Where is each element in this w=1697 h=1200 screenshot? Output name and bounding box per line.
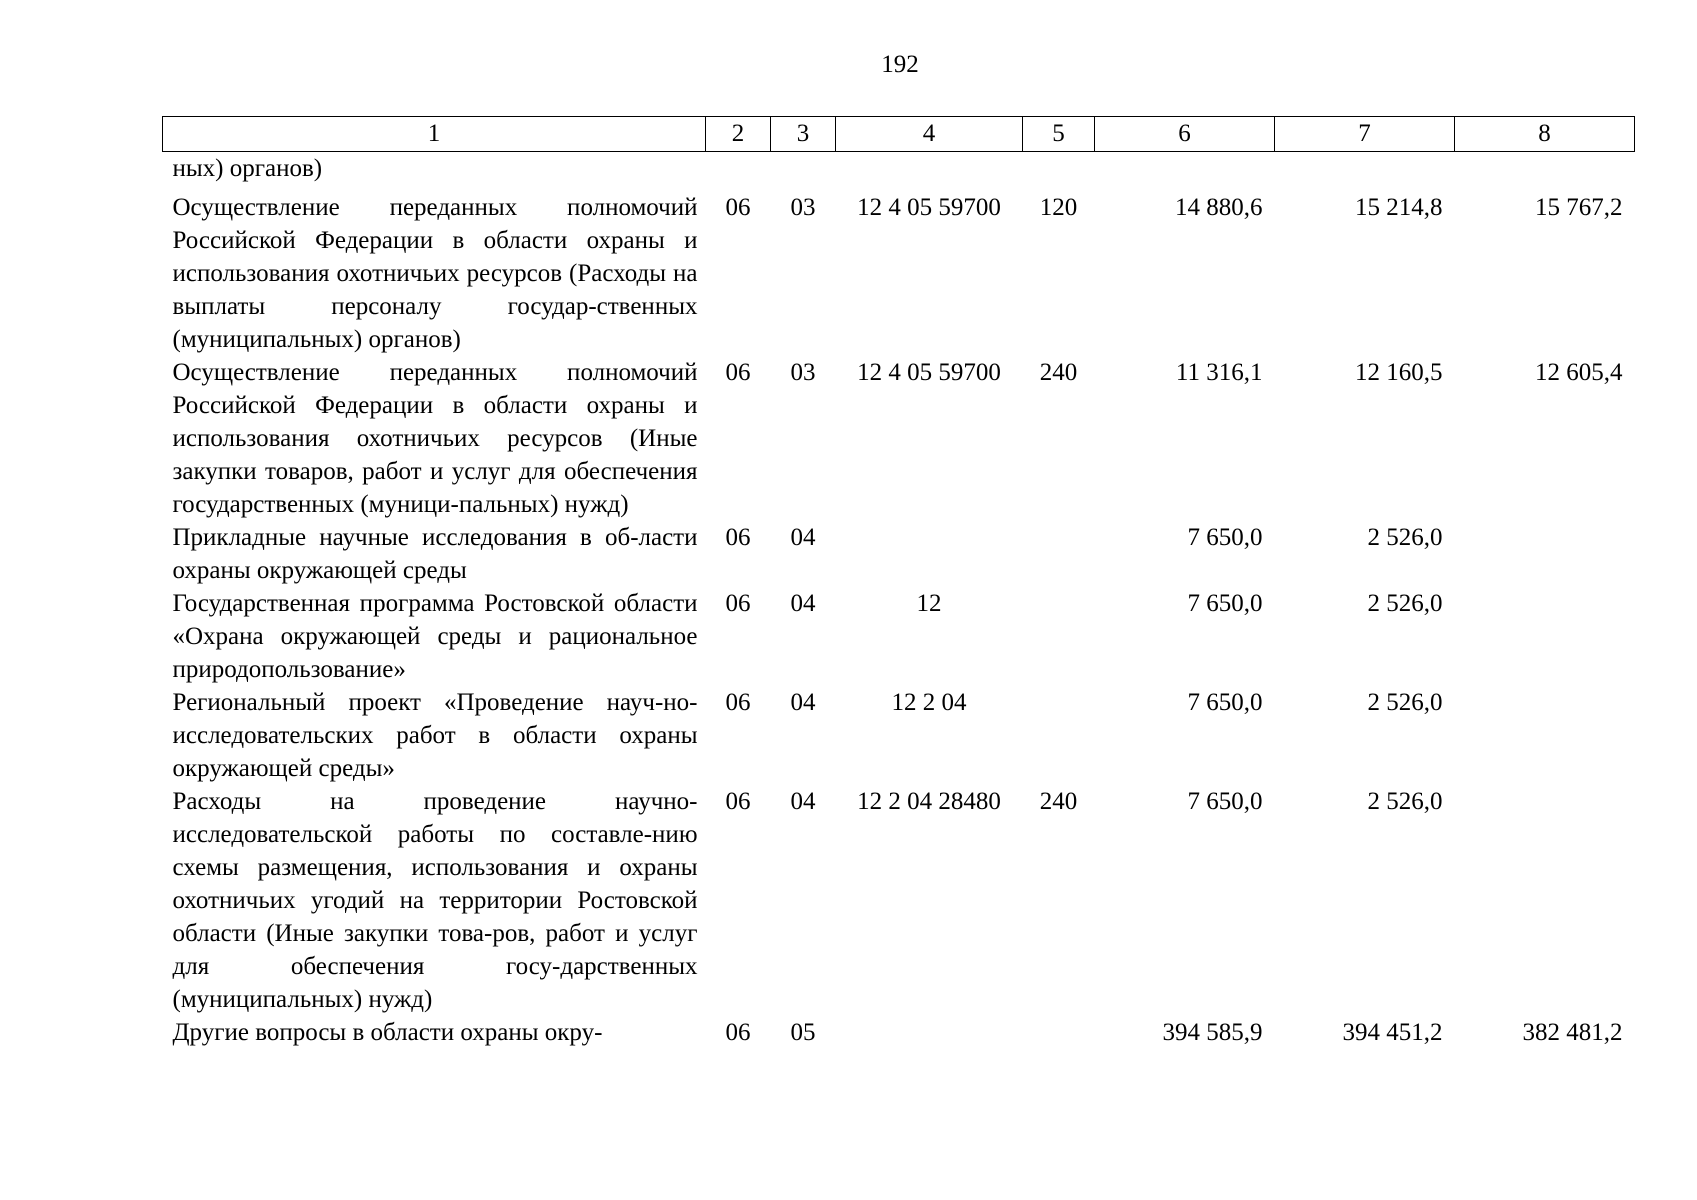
row-vr <box>1023 1016 1095 1049</box>
row-pr: 04 <box>790 524 816 551</box>
row-sum-3 <box>1455 785 1635 1016</box>
row-sum-3 <box>1455 686 1635 785</box>
budget-table <box>162 116 1635 1049</box>
header-col-3: 3 <box>771 117 836 152</box>
row-sum-2: 15 214,8 <box>1355 194 1443 221</box>
row-sum-2: 394 451,2 <box>1342 1019 1443 1046</box>
table-row <box>163 521 1635 587</box>
row-sum-1: 14 880,6 <box>1175 194 1263 221</box>
row-sum-1: 7 650,0 <box>1187 524 1263 551</box>
row-sum-2: 2 526,0 <box>1367 590 1443 617</box>
row-vr: 120 <box>1039 194 1078 221</box>
row-sum-2: 2 526,0 <box>1367 689 1443 716</box>
row-csr: 12 <box>916 590 942 617</box>
row-sum-2: 12 160,5 <box>1355 359 1443 386</box>
row-rz: 06 <box>725 359 751 386</box>
row-name: Прикладные научные исследования в об-ласти охраны окружающей среды <box>172 524 698 584</box>
row-sum-1: 7 650,0 <box>1187 590 1263 617</box>
row-pr: 04 <box>790 689 816 716</box>
row-sum-1: 394 585,9 <box>1162 1019 1263 1046</box>
table-row <box>163 1016 1635 1049</box>
table-row <box>163 191 1635 356</box>
header-col-2: 2 <box>706 117 771 152</box>
row-vr <box>1023 686 1095 785</box>
row-rz: 06 <box>725 590 751 617</box>
row-name: Государственная программа Ростовской области «Охрана окружающей среды и рациональное природопользование» <box>172 590 698 683</box>
row-csr: 12 2 04 28480 <box>857 788 1001 815</box>
row-sum-3 <box>1455 587 1635 686</box>
row-name: Осуществление переданных полномочий Российской Федерации в области охраны и использования охотничьих ресурсов (Иные закупки товаров, работ и услуг для обеспечения государственных (муници-пальных) нужд) <box>172 359 698 518</box>
table-row <box>163 356 1635 521</box>
table-row <box>163 587 1635 686</box>
row-rz: 06 <box>725 689 751 716</box>
page-number: 192 <box>881 51 919 78</box>
row-sum-3: 15 767,2 <box>1535 194 1623 221</box>
row-pr: 03 <box>790 194 816 221</box>
continuation-text: ных) органов) <box>172 155 323 182</box>
row-vr: 240 <box>1039 788 1078 815</box>
row-pr: 05 <box>790 1019 816 1046</box>
header-col-5: 5 <box>1023 117 1095 152</box>
continuation-row <box>163 152 1635 186</box>
row-rz: 06 <box>725 788 751 815</box>
header-col-7: 7 <box>1275 117 1455 152</box>
row-rz: 06 <box>725 194 751 221</box>
row-vr <box>1023 587 1095 686</box>
row-sum-2: 2 526,0 <box>1367 524 1443 551</box>
row-sum-1: 11 316,1 <box>1175 359 1263 386</box>
header-col-6: 6 <box>1095 117 1275 152</box>
row-sum-3 <box>1455 521 1635 587</box>
row-sum-3: 12 605,4 <box>1535 359 1623 386</box>
row-vr <box>1023 521 1095 587</box>
row-pr: 03 <box>790 359 816 386</box>
row-pr: 04 <box>790 590 816 617</box>
header-row <box>163 117 1635 152</box>
row-rz: 06 <box>725 524 751 551</box>
row-csr: 12 4 05 59700 <box>857 359 1001 386</box>
row-sum-3: 382 481,2 <box>1522 1019 1623 1046</box>
row-vr: 240 <box>1039 359 1078 386</box>
row-name: Региональный проект «Проведение науч-но-исследовательских работ в области охраны окружающей среды» <box>172 689 698 782</box>
row-name: Осуществление переданных полномочий Российской Федерации в области охраны и использования охотничьих ресурсов (Расходы на выплаты персоналу государ-ственных (муниципальных) органов) <box>172 194 698 353</box>
row-csr <box>836 1016 1023 1049</box>
header-col-1: 1 <box>163 117 706 152</box>
row-csr: 12 4 05 59700 <box>857 194 1001 221</box>
row-sum-1: 7 650,0 <box>1187 689 1263 716</box>
header-col-8: 8 <box>1455 117 1635 152</box>
row-name: Другие вопросы в области охраны окру- <box>172 1019 603 1046</box>
row-sum-2: 2 526,0 <box>1367 788 1443 815</box>
row-name: Расходы на проведение научно-исследовательской работы по составле-нию схемы размещения, использования и охраны охотничьих угодий на территории Ростовской области (Иные закупки това-ров, работ и услуг для обеспечения госу-дарственных (муниципальных) нужд) <box>172 788 698 1013</box>
table-row <box>163 785 1635 1016</box>
row-pr: 04 <box>790 788 816 815</box>
row-rz: 06 <box>725 1019 751 1046</box>
header-col-4: 4 <box>836 117 1023 152</box>
table-row <box>163 686 1635 785</box>
row-sum-1: 7 650,0 <box>1187 788 1263 815</box>
row-csr <box>836 521 1023 587</box>
row-csr: 12 2 04 <box>891 689 967 716</box>
